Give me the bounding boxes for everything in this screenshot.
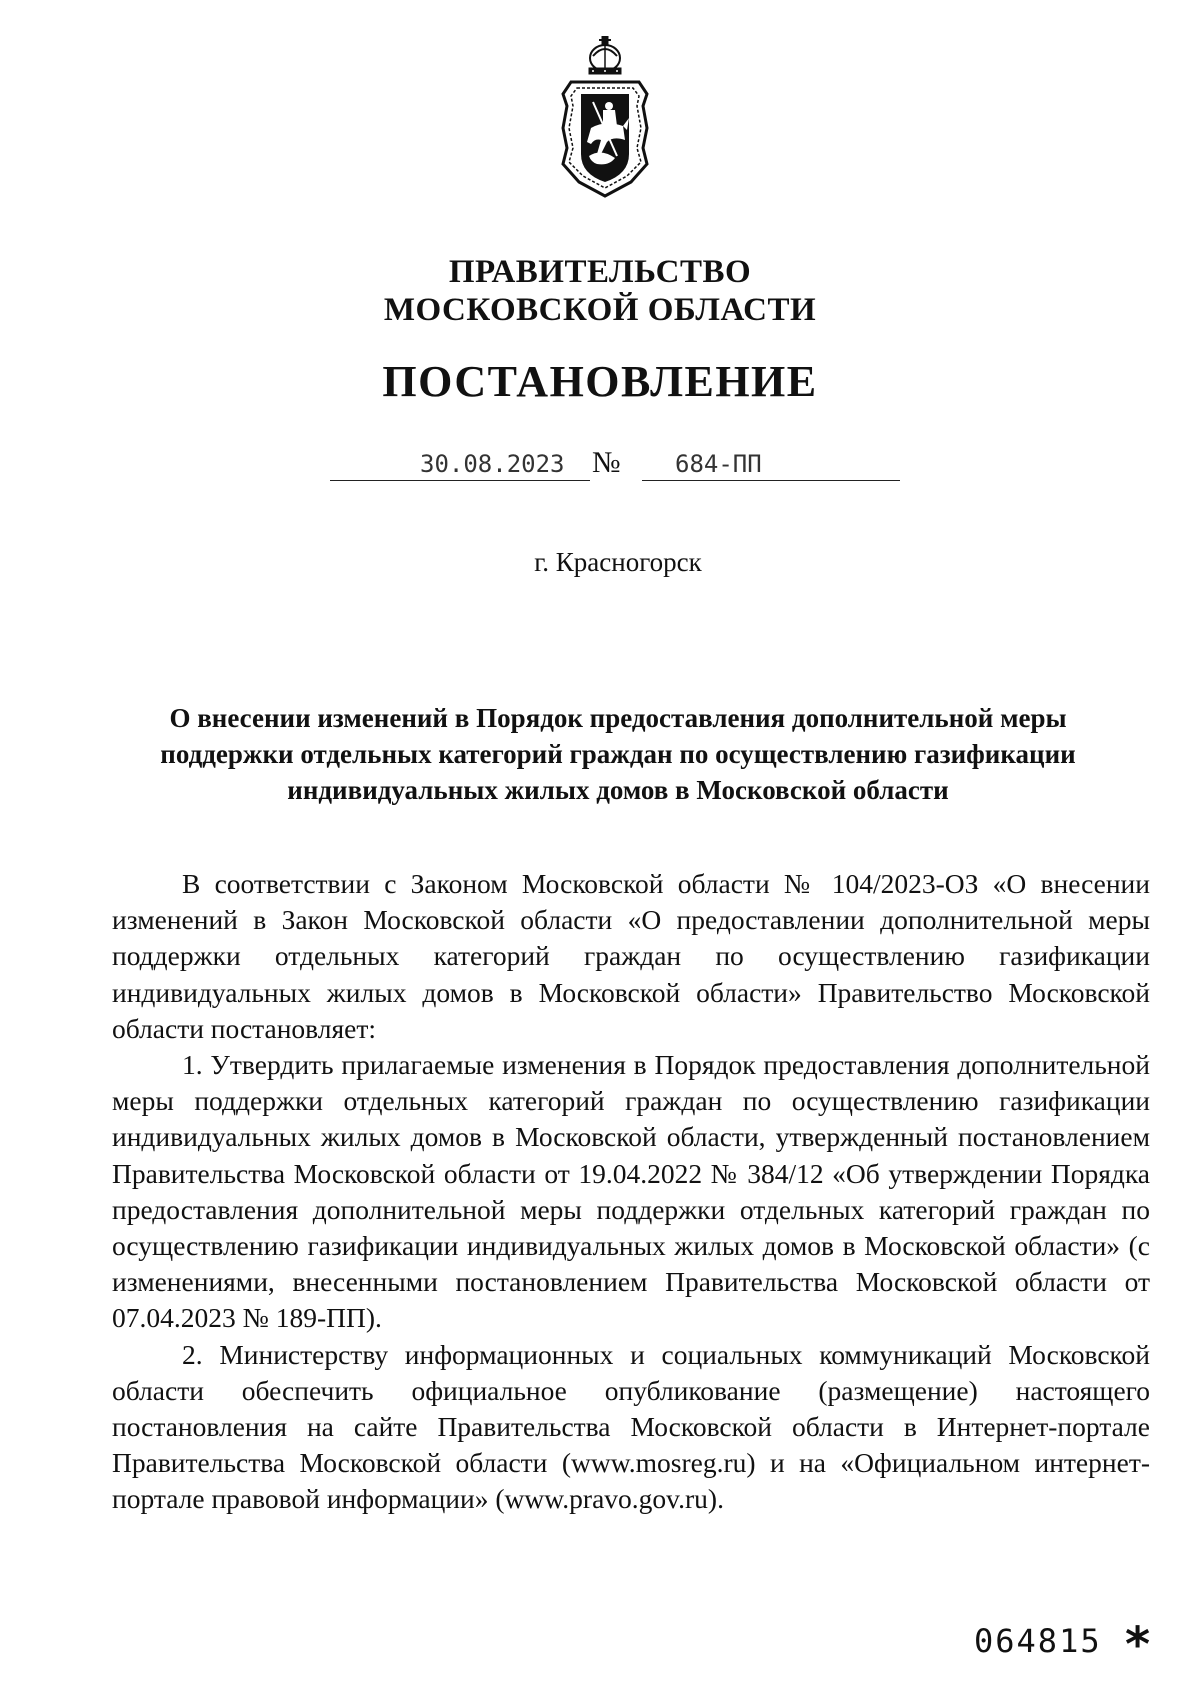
- document-subject-heading: О внесении изменений в Порядок предоставления дополнительной меры поддержки отдельных категорий граждан по осуществлению газификации индивидуальных жилых домов в Московской области: [160, 703, 1076, 805]
- preamble-paragraph: В соответствии с Законом Московской области № 104/2023-ОЗ «О внесении изменений в Закон Московской области «О предоставлении дополнительной меры поддержки отдельных категорий граждан по осуществлению газификации индивидуальных жилых домов в Московской области» Правительство Московской области постановляет:: [112, 868, 1150, 1044]
- document-body: [112, 866, 1150, 1518]
- coat-of-arms-icon: [557, 36, 653, 202]
- document-date: 30.08.2023: [420, 450, 565, 478]
- item-1-paragraph: 1. Утвердить прилагаемые изменения в Порядок предоставления дополнительной меры поддержки отдельных категорий граждан по осуществлению газификации индивидуальных жилых домов в Московской области, утвержденный постановлением Правительства Московской области от 19.04.2022 № 384/12 «Об утверждении Порядка предоставления дополнительной меры поддержки отдельных категорий граждан по осуществлению газификации индивидуальных жилых домов в Московской области» (с изменениями, внесенными постановлением Правительства Московской области от 07.04.2023 № 189-ПП).: [112, 1049, 1150, 1334]
- serial-mark: *: [1125, 1617, 1151, 1673]
- document-type-title: ПОСТАНОВЛЕНИЕ: [382, 357, 818, 406]
- number-sign: №: [592, 446, 621, 479]
- registration-line: [330, 446, 900, 486]
- document-number: 684-ПП: [675, 450, 762, 478]
- city-of-issue: г. Красногорск: [534, 547, 702, 577]
- form-serial-number: 064815: [974, 1622, 1102, 1660]
- date-underline: [330, 480, 590, 481]
- item-2-paragraph: 2. Министерству информационных и социальных коммуникаций Московской области обеспечить официальное опубликование (размещение) настоящего постановления на сайте Правительства Московской области в Интернет-портале Правительства Московской области (www.mosreg.ru) и на «Официальном интернет-портале правовой информации» (www.pravo.gov.ru).: [112, 1338, 1150, 1515]
- number-underline: [642, 480, 900, 481]
- organization-name-line1: ПРАВИТЕЛЬСТВО: [448, 254, 752, 290]
- organization-name-line2: МОСКОВСКОЙ ОБЛАСТИ: [383, 292, 817, 328]
